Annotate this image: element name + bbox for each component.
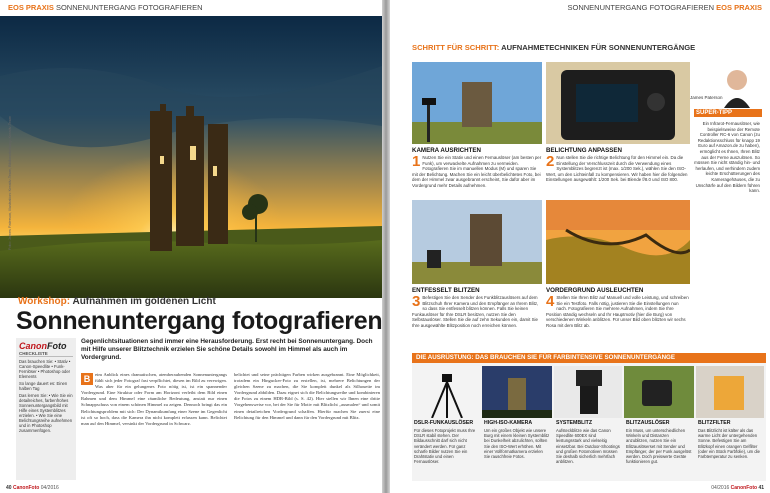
checklist-text — [19, 359, 73, 433]
gear-1-title: DSLR-FUNKAUSLÖSER — [414, 420, 474, 426]
workshop-label — [18, 296, 216, 307]
gear-2-title: HIGH-ISO-KAMERA — [484, 420, 533, 426]
steps-title-a: SCHRITT FÜR SCHRITT: — [412, 43, 500, 52]
footer-mag: CanonFoto — [12, 485, 40, 491]
header-topic: SONNENUNTERGANG FOTOGRAFIEREN — [55, 3, 203, 12]
step-1-number: 1 — [412, 153, 421, 170]
gear-photo-filter — [696, 366, 764, 418]
photo-credit: Foto: James Paterson, Illustration: Kreativ-Team, Bildbearbeitung: Kreativ-Team — [8, 115, 12, 250]
workshop-subtitle: Aufnahmen im goldenen Licht — [72, 296, 216, 307]
step-3-number: 3 — [412, 293, 421, 310]
gear-4-title: BLITZAUSLÖSER — [626, 420, 670, 426]
gear-2-text: Um ein großes Objekt wie unsere Burg mit einem kleinen Systemblitz bei Dunkelheit abzulichten, sollten Sie den ISO-Wert erhöhen. Mit einer Vollformatkamera erzielen Sie rauschfreie Fotos. — [484, 428, 550, 460]
checklist-heading: CHECKLISTE — [19, 351, 73, 357]
footer-issue: 04/2016 — [40, 485, 59, 491]
gear-title-bar: DIE AUSRÜSTUNG: DAS BRAUCHEN SIE FÜR FARBINTENSIVE SONNENUNTERGÄNGE — [412, 353, 766, 363]
step-4-body: Stellen Sie Ihren Blitz auf Manuell und volle Leistung, und schreiben Sie ein Testfoto. Falls nötig, justieren Sie die Einstellungen nun nach. Fotografieren Sie mehrere Aufnahmen, indem Sie Ihre Position ständig wechseln und Ihr Hauptmotiv (hier die Burg) von verschiedenen Winkeln anblitzen. Für unser Bild oben blitzten wir sechs Rosa mit dem Blitz ab. — [546, 295, 689, 328]
step-3-text — [412, 295, 542, 329]
page-number: 40 — [6, 485, 12, 491]
checklist-item: Das brauchen Sie: • Stativ • Canon-Speedlite • Funk-Fernlöser • Photoshop oder Elements — [19, 359, 71, 379]
gear-4-text: Ein Muss, um unterschiedlichen Winkeln und Distanzen anzublitzen, nutzen Sie ein Blitzauslöserset mit Sender und Empfänger, der per Funk ausgelöst werden. Doch preiswerte Geräte funktionieren gut. — [626, 428, 692, 465]
step-4-title: VORDERGRUND AUSLEUCHTEN — [546, 287, 644, 294]
super-tip-box — [690, 95, 762, 221]
body-column-2: belichtet und seine prächtigen Farben wirken ausgebrannt. Eine Möglichkeit, trotzdem ein Hingucker-Foto zu erstellen, ist, mehrere Belichtungen der gleichen Szene zu machen, die Sie komplett dunkel als Silhouette im Vordergrund abbilden. Dazu eignet sich die Belichtungsreihe und kombinieren die Fotos zu einem HDR-Bild (s. S. 42). Hier stellen wir Ihnen eine dritte Vorgehensweise vor, bei der Sie für Motiv mit Blitzlicht „ausmalen“ und somit einen detailreichen Vordergrund schaffen. Hierfür machen Sie zuerst eine Belichtung für den Himmel und dann für den Vordergrund mit Blitz. — [234, 372, 380, 420]
gear-1-text: Für dieses Fotoprojekt muss Ihre DSLR stabil stehen. Der Bildausschnitt darf sich nicht verändert werden. Für ganz scharfe Bilder nutzen Sie ein Drahtstativ und einen Fernauslöser. — [414, 428, 476, 465]
canonfoto-logo — [19, 341, 73, 351]
checklist-item: So lange dauert es: Einen halben Tag — [19, 381, 68, 391]
gear-photo-trigger — [624, 366, 694, 418]
header-brand: EOS PRAXIS — [8, 3, 54, 12]
left-page — [0, 0, 382, 493]
gear-3-title: SYSTEMBLITZ — [556, 420, 593, 426]
step-1-body: Nutzen Sie ein Stativ und einen Fernauslöser (am besten per Funk), um verwackelte Aufnahmen zu vermeiden. Fotografieren Sie im manuellen Modus (M) und sparen Sie mit der Belichtung. Machen Sie ein leicht überbelichtetes Foto, bei dem der Himmel zwar ausgebrannt erscheint, Sie dafür aber im Vordergrund mehr Details aufnehmen. — [412, 155, 542, 188]
gear-5-title: BLITZFILTER — [698, 420, 731, 426]
body-text: eim Anblick eines dramatischen, atemberaubenden Sonnenuntergangs fühlt sich jeder Fotograf fast verpflichtet, diesen im Bild zu verewigen. Was aber für ein gelungenes Foto nötig ist, ist ein spannender Vordergrund. Eine Struktur oder Form am Horizont verleiht dem Bild einen Rahmen und dem Himmel eine räumliche Bedeutung, anstatt nur einen Schnappschuss von einem schönen Himmel zu zeigen. Dennoch bringt das ein Belichtungsproblem mit sich: Der Dynamikumfang einer Szene im Gegenlicht ist oft so hoch, dass die Kamera ihn nicht komplett erfassen kann. Belichtet man auf den Himmel, versinkt der Vordergrund in Schwarz. — [81, 372, 227, 426]
author-name: James Paterson — [690, 95, 723, 100]
step-3-title: ENTFESSELT BLITZEN — [412, 287, 480, 294]
gear-photo-flash — [554, 366, 622, 418]
step-3-photo — [412, 200, 542, 284]
checklist-item: Das lernen Sie: • Wie Sie ein detailreiches, farbenfrohes Sonnenuntergangsbild mit Hilfe eines Systemblitzes erzielen. • Wie Sie eine Belichtungsreihe aufnehmen und in Photoshop zusammenfügen. — [19, 393, 73, 433]
gear-photo-tripod — [412, 366, 480, 418]
dropcap: B — [81, 373, 93, 385]
gear-3-text: Aufsteckblitze wie das Canon Speedlite 600EX sind leistungsstark und vielseitig einsetzbar. Bei Outdoor-Shootings und großen Fotomotiven müssen Sie deshalb sicherlich mehrfach anblitzen. — [556, 428, 620, 465]
logo-canon: Canon — [19, 341, 47, 351]
logo-foto: Foto — [47, 341, 67, 351]
hero-photo — [0, 16, 382, 298]
step-1-text — [412, 155, 542, 189]
footer-issue: 04/2016 — [711, 485, 730, 491]
author-photo — [716, 62, 758, 108]
tip-badge: SUPER-TIPP — [694, 109, 762, 117]
step-2-text — [546, 155, 690, 183]
step-4-photo — [546, 200, 690, 284]
step-4-text — [546, 295, 690, 329]
step-3-body: Befestigen Sie den Sender des Funkblitzauslösers auf dem Blitzschuh Ihrer Kamera und den Empfänger an Ihrem Blitz, so dass Sie entfesselt blitzen können. Falls Sie keinen Funkauslöser für Ihre DSLR besitzen, nutzen Sie den Selbstauslöser. Stellen Sie die auf zehn Sekunden ein, damit Sie Ihre ausgewählte Blitzposition noch erreichen können. — [412, 295, 539, 328]
step-4-number: 4 — [546, 293, 555, 310]
header-topic: SONNENUNTERGANG FOTOGRAFIEREN — [567, 3, 715, 12]
step-1-photo — [412, 62, 542, 144]
checklist-sidebar — [16, 338, 76, 480]
footer-mag: CanonFoto — [730, 485, 758, 491]
header-brand: EOS PRAXIS — [716, 3, 762, 12]
page-title: Sonnenuntergang fotografieren — [16, 307, 382, 335]
gear-photo-castle — [482, 366, 552, 418]
left-footer — [6, 485, 59, 491]
right-page — [390, 0, 770, 493]
step-1-title: KAMERA AUSRICHTEN — [412, 147, 481, 154]
gear-5-text: Das Blitzlicht ist kälter als das warme Licht der untergehenden Sonne. Befestigen Sie am Blitzkopf einen orangen Gelfilter (oder ein Stück Farbfolie), um die Farbtemperatur zu senken. — [698, 428, 760, 460]
right-header — [568, 0, 763, 16]
lead-paragraph: Gegenlichtsituationen sind immer eine Herausforderung. Erst recht bei Sonnenuntergang. Doch mit Hilfe unserer Blitztechnik erzielen Sie schöne Details sowohl im Himmel als auch im Vordergrund. — [81, 338, 373, 361]
spine-gutter — [382, 0, 390, 493]
right-footer — [711, 485, 764, 491]
left-header — [8, 0, 203, 16]
page-number: 41 — [758, 485, 764, 491]
workshop-prefix: Workshop: — [18, 296, 71, 307]
step-2-body: Nun stellen Sie die richtige Belichtung für den Himmel ein. Da die Einstellung der Verschlusszeit durch die Verwendung eines Systemblitzes begrenzt ist (max. 1/200 Sek.), wählen Sie den ISO-Wert, um den Lichteinfall zu kompensieren. Wir haben hier die folgenden Einstellungen ausgewählt: 1/200 Sek. bei Blende f/8.0 und ISO 800. — [546, 155, 688, 183]
step-2-title: BELICHTUNG ANPASSEN — [546, 147, 622, 154]
step-2-number: 2 — [546, 153, 555, 170]
tip-text: Ein Infrarot-Fernauslöser, wie beispielsweise der Remote Controller RC-6 von Canon (zu Redaktionsschluss für knapp 19 Euro auf Amazon.de zu haben), ermöglicht es Ihnen, Ihren Blitz aus der Ferne auszulösen. So müssen Sie nicht ständig hin- und herlaufen, und verhindern zudem leichte Erschütterungen des Kameragehäuses, die zu Unschärfe auf den Bildern führen kann. — [694, 121, 760, 194]
step-2-photo — [546, 62, 690, 144]
body-column-1 — [81, 372, 227, 427]
steps-title — [412, 43, 695, 52]
steps-title-b: AUFNAHMETECHNIKEN FÜR SONNENUNTERGÄNGE — [501, 43, 696, 52]
